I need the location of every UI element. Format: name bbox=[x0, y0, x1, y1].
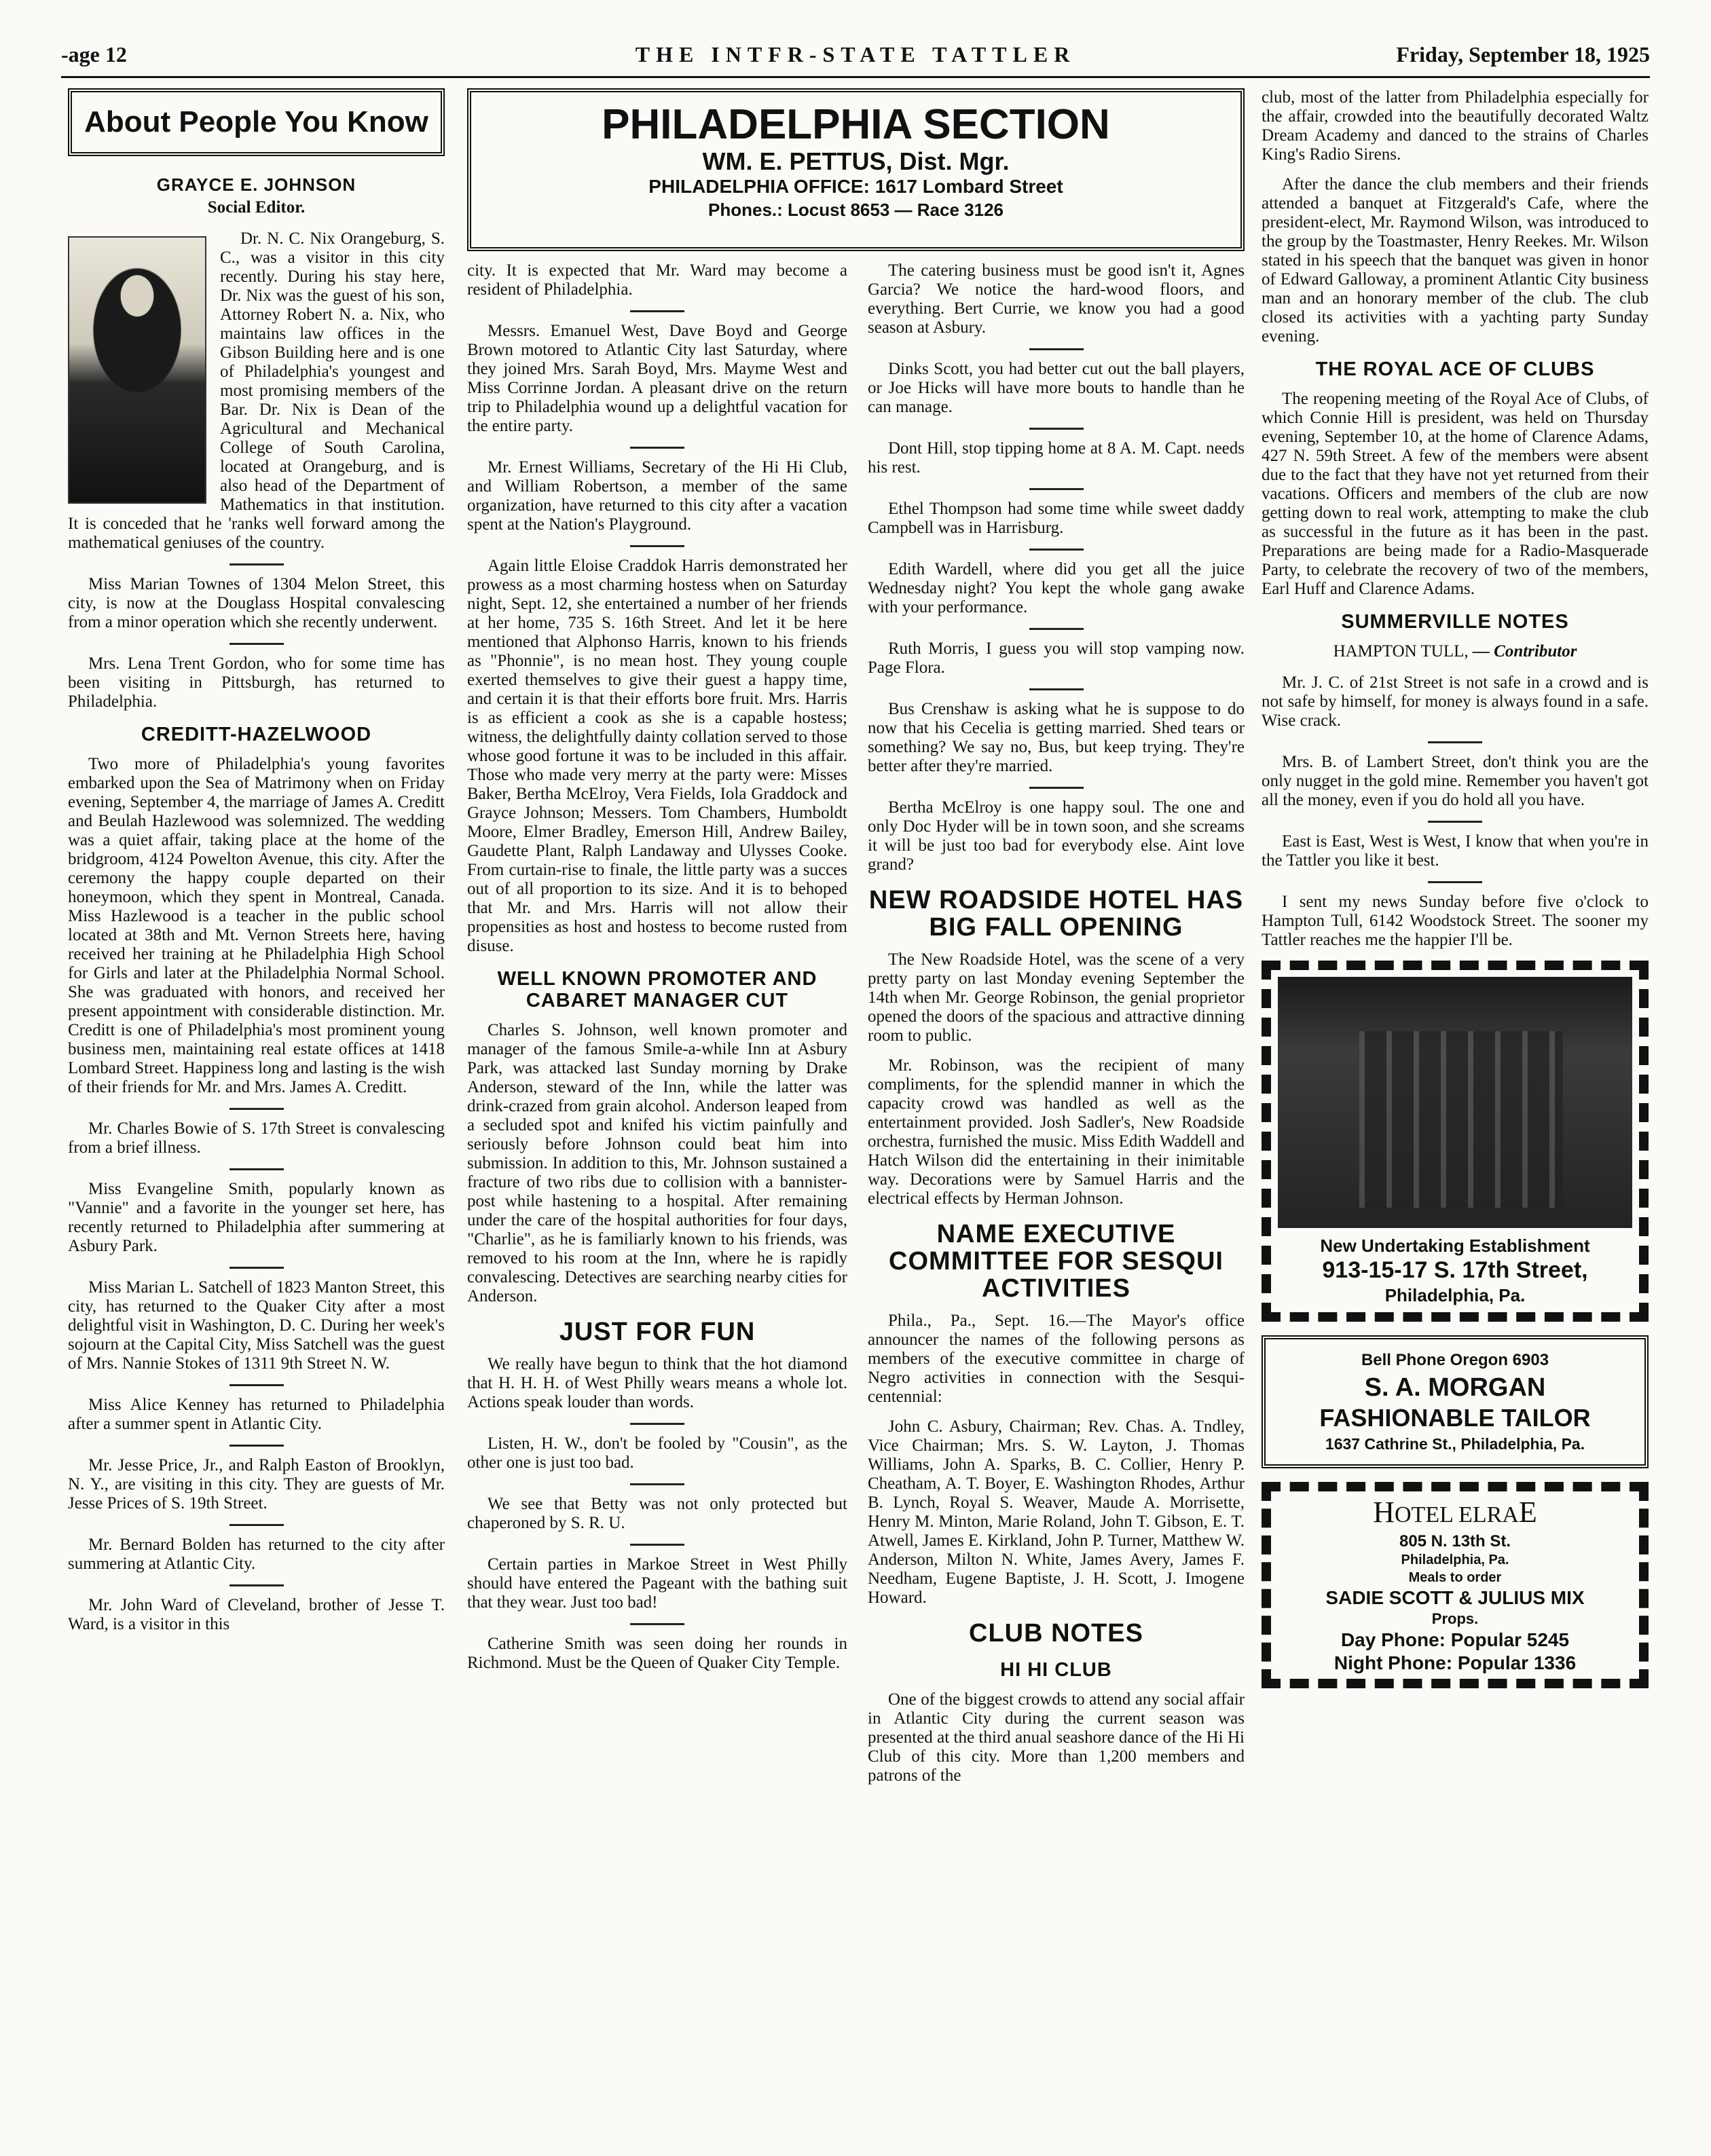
ad-line: FASHIONABLE TAILOR bbox=[1319, 1404, 1591, 1432]
divider bbox=[229, 563, 284, 565]
article-paragraph: Bertha McElroy is one happy soul. The one and only Doc Hyder will be in town soon, and she screams it will be just too bad for everybody else. Aint love grand? bbox=[868, 798, 1245, 874]
article-paragraph: Mr. Robinson, was the recipient of many compliments, for the splendid manner in which the capacity crowd was handled as well as the entertainment provided. Josh Sadler's, New Roadside orchestra, furnished the music. Miss Edith Waddell and Hatch Wilson did the entertaining in their inimitable way. Decorations were by Samuel Harris and the electrical effects by Herman Johnson. bbox=[868, 1056, 1245, 1208]
article-paragraph: One of the biggest crowds to attend any social affair in Atlantic City during the current season was presented at the third anual seashore dance of the Hi Hi Club of this city. More than 1,200 members and patrons of the bbox=[868, 1690, 1245, 1785]
social-editor-role: Social Editor. bbox=[207, 198, 306, 217]
article-paragraph: I sent my news Sunday before five o'clock to Hampton Tull, 6142 Woodstock Street. The sooner my Tattler reaches me the happier I'll be. bbox=[1262, 893, 1649, 949]
divider bbox=[630, 447, 684, 449]
divider bbox=[630, 1544, 684, 1546]
article-paragraph: The catering business must be good isn't it, Agnes Garcia? We notice the hard-wood floors, and everything. Bert Currie, we know you had a good season at Asbury. bbox=[868, 261, 1245, 337]
article-paragraph: club, most of the latter from Philadelphia especially for the affair, crowded into the beautifully decorated Waltz Dream Academy and danced to the strains of Charles King's Radio Sirens. bbox=[1262, 88, 1649, 164]
article-paragraph: Miss Marian L. Satchell of 1823 Manton Street, this city, has returned to the Quaker City after a most delightful visit in Washington, D. C. During her week's sojourn at the Capital City, Miss Satchell was the guest of Mrs. Nannie Stokes of 1311 9th Street N. W. bbox=[68, 1278, 445, 1373]
divider bbox=[229, 1108, 284, 1110]
divider bbox=[229, 1445, 284, 1447]
article-paragraph: Ruth Morris, I guess you will stop vamping now. Page Flora. bbox=[868, 639, 1245, 677]
ad-line: Philadelphia, Pa. bbox=[1384, 1285, 1526, 1305]
article-paragraph: Mr. J. C. of 21st Street is not safe in a crowd and is not safe by himself, for money is always found in a safe. Wise crack. bbox=[1262, 673, 1649, 730]
article-paragraph: Miss Evangeline Smith, popularly known as "Vannie" and a favorite in the younger set here, has recently returned to Philadelphia after summering at Asbury Park. bbox=[68, 1180, 445, 1255]
divider bbox=[1029, 348, 1084, 350]
article-paragraph: Charles S. Johnson, well known promoter and manager of the famous Smile-a-while Inn at Asbury Park, was attacked last Sunday morning by Drake Anderson, steward of the Inn, while the latter was drink-crazed from grain alcohol. Anderson leaped from a secluded spot and knifed his victim painfully and seriously before Johnson could beat him into submission. In addition to this, Mr. Johnson sustained a fracture of two ribs due to collision with a bannister-post while hastening to a hospital. After remaining under the care of the hospital authorities for four days, "Charlie", as he is familiarly known to his friends, was removed to his room at the Inn, where he is rapidly convalescing. Detectives are searching nearby cities for Anderson. bbox=[467, 1021, 847, 1305]
ad-line: Night Phone: Popular 1336 bbox=[1333, 1652, 1577, 1673]
ad-line: 1637 Cathrine St., Philadelphia, Pa. bbox=[1325, 1435, 1585, 1453]
divider bbox=[229, 1267, 284, 1269]
article-paragraph: Mr. Bernard Bolden has returned to the city after summering at Atlantic City. bbox=[68, 1536, 445, 1573]
divider bbox=[630, 310, 684, 312]
ad-line: Props. bbox=[1431, 1610, 1479, 1627]
ad-line: Meals to order bbox=[1408, 1570, 1502, 1585]
masthead bbox=[61, 42, 1650, 72]
article-paragraph: Mr. John Ward of Cleveland, brother of Jesse T. Ward, is a visitor in this bbox=[68, 1596, 445, 1633]
hotel-name-text: OTEL ELRA bbox=[1395, 1502, 1519, 1527]
office-phones: Phones.: Locust 8653 — Race 3126 bbox=[708, 200, 1004, 220]
divider bbox=[1029, 488, 1084, 490]
article-paragraph: Ethel Thompson had some time while sweet daddy Campbell was in Harrisburg. bbox=[868, 500, 1245, 537]
article-paragraph: Mr. Ernest Williams, Secretary of the Hi Hi Club, and William Robertson, a member of the same organization, have returned to this city after a vacation spent at the Nation's Playground. bbox=[467, 458, 847, 534]
headline-creditt-hazelwood: CREDITT-HAZELWOOD bbox=[141, 724, 372, 745]
headline-hi-hi-club: HI HI CLUB bbox=[1000, 1659, 1112, 1681]
article-paragraph: Dr. N. C. Nix Orangeburg, S. C., was a visitor in this city recently. During his stay here, Dr. Nix was the guest of his son, Attorney Robert N. a. Nix, who maintains law offices in the Gibson Building here and is one of Philadelphia's youngest and most promising members of the Bar. Dr. Nix is Dean of the Agricultural and Mechanical College of South Carolina, located at Orangeburg, and is also head of the Department of Mathematics in that institution. It is conceded that he 'ranks well forward among the mathematical geniuses of the country. bbox=[68, 229, 445, 552]
divider bbox=[229, 1384, 284, 1386]
article-paragraph: The reopening meeting of the Royal Ace of Clubs, of which Connie Hill is president, was held on Thursday evening, September 10, at the home of Clarence Adams, 427 N. 59th Street. A few of the members were absent due to the fact that they have not yet returned from their vacations. Officers and members of the club are now getting down to real work, attempting to make the club as successful in the future as it has been in the past. Preparations are being made for a Radio-Masquerade Party, to celebrate the recovery of two of the members, Earl Huff and Clarence Adams. bbox=[1262, 390, 1649, 598]
column-about-people bbox=[68, 88, 445, 2129]
article-paragraph: We see that Betty was not only protected but chaperoned by S. R. U. bbox=[467, 1495, 847, 1532]
morgan-tailor-advertisement bbox=[1262, 1335, 1649, 1468]
divider bbox=[1029, 787, 1084, 789]
headline-promoter-cut: WELL KNOWN PROMOTER AND CABARET MANAGER CUT bbox=[497, 968, 817, 1011]
divider bbox=[229, 1584, 284, 1586]
column-three bbox=[868, 261, 1245, 2129]
hotel-elrae-advertisement bbox=[1262, 1482, 1649, 1688]
divider bbox=[1029, 628, 1084, 630]
section-title: PHILADELPHIA SECTION bbox=[602, 101, 1110, 148]
divider bbox=[630, 545, 684, 547]
divider bbox=[1029, 428, 1084, 430]
headline-sesqui-committee: NAME EXECUTIVE COMMITTEE FOR SESQUI ACTIVITIES bbox=[889, 1220, 1224, 1303]
divider bbox=[229, 1524, 284, 1526]
article-paragraph: Edith Wardell, where did you get all the juice Wednesday night? You kept the whole gang awake with your performance. bbox=[868, 560, 1245, 616]
hotel-final-e: E bbox=[1518, 1495, 1537, 1529]
article-paragraph: Mrs. Lena Trent Gordon, who for some time has been visiting in Pittsburgh, has returned to Philadelphia. bbox=[68, 654, 445, 711]
page-number: -age 12 bbox=[61, 42, 127, 67]
hotel-initial-h: H bbox=[1373, 1495, 1395, 1529]
masthead-rule bbox=[61, 76, 1650, 78]
headline-club-notes: CLUB NOTES bbox=[969, 1619, 1143, 1648]
ad-line: 913-15-17 S. 17th Street, bbox=[1322, 1257, 1588, 1283]
article-paragraph: After the dance the club members and their friends attended a banquet at Fitzgerald's Cafe, where the president-elect, Mr. Raymond Wilson, was introduced to the group by the Toastmaster, Henry Reekes. Mr. Wilson stated in his speech that the banquet was given in honor of Edward Galloway, a prominent Atlantic City business man and an honorary member of the club. The club closed its activities with a yachting party Sunday evening. bbox=[1262, 175, 1649, 346]
ad-line: New Undertaking Establishment bbox=[1320, 1235, 1590, 1256]
column-four bbox=[1262, 88, 1649, 2129]
article-paragraph: Again little Eloise Craddok Harris demonstrated her prowess as a most charming hostess when on Saturday night, Sept. 12, she entertained a number of her friends at her home, 735 S. 16th Street. And let it be here mentioned that Alphonso Harris, known to his friends as "Phonnie", is no mean host. They young couple exerted themselves to give their guest a happy time, and certain it is that their efforts bore fruit. Mrs. Harris is as efficient a cook as she is a capable hostess; witness, the delightfully dainty collation served to those whose good fortune it was to be included in this affair. Those who made very merry at the party were: Misses Baker, Bertha McElroy, Vera Fields, Iola Graddock and Grayce Johnson; Messers. Tom Chambers, Humboldt Moore, Elmer Bradley, Emerson Hill, Andrew Bailey, Gaudette Plant, Ralph Landaway and Ulysses Cooke. From curtain-rise to finale, the little party was a succes out of all proportion to its size. And it is to behoped that Mr. and Mrs. Harris will not allow their propensities as host and hostess to become rusted from disuse. bbox=[467, 557, 847, 955]
article-paragraph: city. It is expected that Mr. Ward may become a resident of Philadelphia. bbox=[467, 261, 847, 299]
ad-line: Bell Phone Oregon 6903 bbox=[1361, 1351, 1549, 1369]
divider bbox=[1029, 688, 1084, 690]
philadelphia-section-header bbox=[467, 88, 1245, 251]
article-paragraph: We really have begun to think that the hot diamond that H. H. H. of West Philly wears means a whole lot. Actions speak louder than words. bbox=[467, 1355, 847, 1411]
article-paragraph: Mr. Charles Bowie of S. 17th Street is convalescing from a brief illness. bbox=[68, 1119, 445, 1157]
article-paragraph: Miss Marian Townes of 1304 Melon Street, this city, is now at the Douglass Hospital convalescing from a minor operation which she recently underwent. bbox=[68, 575, 445, 631]
column-two bbox=[467, 261, 847, 2129]
contributor-role: — Contributor bbox=[1472, 642, 1577, 661]
ad-line: 805 N. 13th St. bbox=[1399, 1532, 1511, 1550]
divider bbox=[1428, 821, 1482, 823]
article-paragraph: Certain parties in Markoe Street in West Philly should have entered the Pageant with the bathing suit that they wear. Just too bad! bbox=[467, 1555, 847, 1612]
contributor-name: HAMPTON TULL, bbox=[1333, 642, 1469, 661]
editor-portrait-photo bbox=[68, 236, 206, 504]
article-paragraph: John C. Asbury, Chairman; Rev. Chas. A. Tndley, Vice Chairman; Mrs. S. W. Layton, J. Thomas Williams, John A. Sparks, B. C. Collier, Henry P. Cheatham, A. T. Boyer, E. Washington Rhodes, Arthur B. Lynch, Royal S. Weaver, Maude A. Morrisette, Henry M. Minton, Marie Roland, John T. Gibson, E. T. Atwell, James E. Kirkland, John P. Turner, Matthew W. Anderson, Milton N. White, James Avery, James F. Needham, Eugene Baptiste, J. H. Scott, J. Imogene Howard. bbox=[868, 1417, 1245, 1607]
divider bbox=[1029, 549, 1084, 551]
divider bbox=[229, 1168, 284, 1170]
headline-roadside-hotel: NEW ROADSIDE HOTEL HAS BIG FALL OPENING bbox=[868, 886, 1244, 942]
newspaper-title: THE INTFR-STATE TATTLER bbox=[635, 42, 1076, 67]
divider bbox=[630, 1483, 684, 1485]
article-paragraph: Mr. Jesse Price, Jr., and Ralph Easton of Brooklyn, N. Y., are visiting in this city. They are guests of Mr. Jesse Prices of S. 19th Street. bbox=[68, 1456, 445, 1512]
article-paragraph: Catherine Smith was seen doing her rounds in Richmond. Must be the Queen of Quaker City Temple. bbox=[467, 1635, 847, 1672]
article-paragraph: Bus Crenshaw is asking what he is suppose to do now that his Cecelia is getting married. Shed tears or something? We say no, Bus, but keep trying. They're better after they're married. bbox=[868, 700, 1245, 775]
ad-line: SADIE SCOTT & JULIUS MIX bbox=[1325, 1587, 1585, 1608]
article-paragraph: Dinks Scott, you had better cut out the ball players, or Joe Hicks will have more bouts to handle than he can manage. bbox=[868, 360, 1245, 416]
article-paragraph: Phila., Pa., Sept. 16.—The Mayor's office announcer the names of the following persons as members of the executive committee in charge of Negro activities in connection with the Sesqui-centennial: bbox=[868, 1312, 1245, 1406]
article-paragraph: Miss Alice Kenney has returned to Philadelphia after a summer spent in Atlantic City. bbox=[68, 1396, 445, 1433]
headline-summerville-notes: SUMMERVILLE NOTES bbox=[1341, 611, 1569, 633]
headline-royal-ace: THE ROYAL ACE OF CLUBS bbox=[1315, 358, 1595, 380]
article-paragraph: Two more of Philadelphia's young favorites embarked upon the Sea of Matrimony when on Friday evening, September 4, the marriage of James A. Creditt and Beulah Hazlewood was solemnized. The wedding was a quiet affair, taking place at the home of the bridgroom, 4124 Powelton Avenue, this city. After the ceremony the happy couple departed on their honeymoon, which they spent in Montreal, Canada. Miss Hazlewood is a teacher in the public school located at 38th and Mt. Vernon Streets here, having received her training at he Philadelphia High School for Girls and later at the Philadelphia Normal School. She was graduated with honors, and received her present appointment with considerable distinction. Mr. Creditt is one of Philadelphia's most prominent young business men, maintaining real estate offices at 1418 Lombard Street. Happiness long and lasting is the wish of their friends for Mr. and Mrs. James A. Creditt. bbox=[68, 755, 445, 1096]
ad-line: Philadelphia, Pa. bbox=[1401, 1553, 1509, 1567]
office-address: PHILADELPHIA OFFICE: 1617 Lombard Street bbox=[648, 176, 1063, 197]
article-paragraph: Messrs. Emanuel West, Dave Boyd and George Brown motored to Atlantic City last Saturday, where they joined Mrs. Sarah Boyd, Mrs. Mayme West and Miss Corrinne Jordan. A pleasant drive on the return trip to Philadelphia wound up a delightful vacation for the entire party. bbox=[467, 322, 847, 435]
contributor-line bbox=[1262, 642, 1649, 661]
district-manager: WM. E. PETTUS, Dist. Mgr. bbox=[702, 147, 1010, 175]
divider bbox=[630, 1423, 684, 1425]
article-paragraph: Mrs. B. of Lambert Street, don't think you are the only nugget in the gold mine. Remember you haven't got all the money, even if you do hold all you have. bbox=[1262, 753, 1649, 809]
ad-line: Day Phone: Popular 5245 bbox=[1340, 1629, 1570, 1650]
building-illustration bbox=[1278, 977, 1632, 1228]
divider bbox=[229, 643, 284, 645]
hotel-name bbox=[1271, 1495, 1639, 1532]
issue-date: Friday, September 18, 1925 bbox=[1396, 42, 1650, 67]
headline-just-for-fun: JUST FOR FUN bbox=[559, 1318, 756, 1346]
undertaking-advertisement bbox=[1262, 961, 1649, 1322]
article-paragraph: Dont Hill, stop tipping home at 8 A. M. Capt. needs his rest. bbox=[868, 439, 1245, 477]
article-paragraph: East is East, West is West, I know that when you're in the Tattler you like it best. bbox=[1262, 832, 1649, 870]
article-paragraph: The New Roadside Hotel, was the scene of a very pretty party on last Monday evening September the 14th when Mr. George Robinson, the genial proprietor opened the doors of the spacious and attractive dinning room to public. bbox=[868, 950, 1245, 1045]
divider bbox=[630, 1623, 684, 1625]
ad-line: S. A. MORGAN bbox=[1364, 1373, 1546, 1402]
divider bbox=[1428, 881, 1482, 883]
about-people-header: About People You Know bbox=[68, 88, 445, 156]
social-editor-name: GRAYCE E. JOHNSON bbox=[156, 174, 356, 195]
article-paragraph: Listen, H. W., don't be fooled by "Cousin", as the other one is just too bad. bbox=[467, 1434, 847, 1472]
divider bbox=[1428, 741, 1482, 743]
